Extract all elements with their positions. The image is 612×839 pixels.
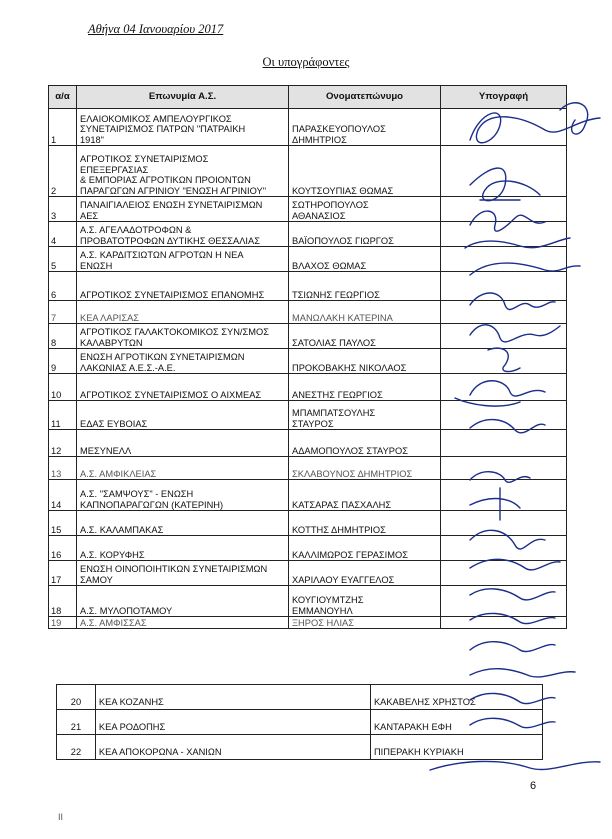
organization-name: ΚΕΑ ΚΟΖΑΝΗΣ xyxy=(95,685,370,710)
signature-cell xyxy=(441,511,567,536)
organization-name: Α.Σ. ΚΑΛΑΜΠΑΚΑΣ xyxy=(77,511,289,536)
column-header-number: α/α xyxy=(49,86,77,109)
signatories-table-continued xyxy=(56,684,543,760)
table-row xyxy=(49,247,567,272)
organization-name: Α.Σ. ΚΟΡΥΦΗΣ xyxy=(77,536,289,561)
table-row xyxy=(57,685,543,710)
signatory-name: ΚΑΝΤΑΡΑΚΗ ΕΦΗ xyxy=(370,710,542,735)
row-number: 13 xyxy=(49,457,77,480)
signatory-name: ΣΚΛΑΒΟΥΝΟΣ ΔΗΜΗΤΡΙΟΣ xyxy=(289,457,441,480)
row-number: 11 xyxy=(49,401,77,430)
signatory-name: ΠΡΟΚΟΒΑΚΗΣ ΝΙΚΟΛΑΟΣ xyxy=(289,349,441,374)
signatory-name: ΚΟΥΓΙΟΥΜΤΖΗΣ ΕΜΜΑΝΟΥΗΛ xyxy=(289,586,441,617)
organization-name: ΑΓΡΟΤΙΚΟΣ ΣΥΝΕΤΑΙΡΙΣΜΟΣ ΕΠΑΝΟΜΗΣ xyxy=(77,272,289,301)
signature-cell xyxy=(441,301,567,324)
row-number: 20 xyxy=(57,685,96,710)
column-header-full-name: Ονοματεπώνυμο xyxy=(289,86,441,109)
document-date: Αθήνα 04 Ιανουαρίου 2017 xyxy=(88,22,224,36)
row-number: 19 xyxy=(49,617,77,629)
signature-cell xyxy=(441,324,567,349)
signature-cell xyxy=(441,146,567,197)
table-row xyxy=(49,536,567,561)
margin-mark: ΙΙ xyxy=(58,812,64,822)
table-row xyxy=(49,480,567,511)
organization-name: ΕΝΩΣΗ ΟΙΝΟΠΟΙΗΤΙΚΩΝ ΣΥΝΕΤΑΙΡΙΣΜΩΝ ΣΑΜΟΥ xyxy=(77,561,289,586)
organization-name: ΑΓΡΟΤΙΚΟΣ ΣΥΝΕΤΑΙΡΙΣΜΟΣ Ο ΑΙΧΜΕΑΣ xyxy=(77,374,289,401)
table-row xyxy=(49,401,567,430)
organization-name: ΕΛΑΙΟΚΟΜΙΚΟΣ ΑΜΠΕΛΟΥΡΓΙΚΟΣ ΣΥΝΕΤΑΙΡΙΣΜΟΣ ΠΑΤΡΩΝ "ΠΑΤΡΑΙΚΗ 1918" xyxy=(77,109,289,146)
signatory-name: ΒΑΪΟΠΟΥΛΟΣ ΓΙΩΡΓΟΣ xyxy=(289,222,441,247)
signatory-name: ΒΛΑΧΟΣ ΘΩΜΑΣ xyxy=(289,247,441,272)
table-row xyxy=(49,457,567,480)
signature-cell xyxy=(441,272,567,301)
signature-cell xyxy=(441,222,567,247)
organization-name: ΠΑΝΑΙΓΙΑΛΕΙΟΣ ΕΝΩΣΗ ΣΥΝΕΤΑΙΡΙΣΜΩΝ ΑΕΣ xyxy=(77,197,289,222)
signature-cell xyxy=(441,586,567,617)
signature-cell xyxy=(441,349,567,374)
signature-19 xyxy=(470,669,575,677)
row-number: 15 xyxy=(49,511,77,536)
signatory-name: ΠΑΡΑΣΚΕΥΟΠΟΥΛΟΣ ΔΗΜΗΤΡΙΟΣ xyxy=(289,109,441,146)
table-row xyxy=(49,349,567,374)
table-row xyxy=(49,430,567,457)
row-number: 5 xyxy=(49,247,77,272)
organization-name: ΑΓΡΟΤΙΚΟΣ ΣΥΝΕΤΑΙΡΙΣΜΟΣ ΕΠΕΞΕΡΓΑΣΙΑΣ & ΕΜΠΟΡΙΑΣ ΑΓΡΟΤΙΚΩΝ ΠΡΟΙΟΝΤΩΝ ΠΑΡΑΓΩΓΩΝ ΑΓΡΙΝΙΟΥ "ΕΝΩΣΗ ΑΓΡΙΝΙΟΥ" xyxy=(77,146,289,197)
row-number: 9 xyxy=(49,349,77,374)
row-number: 17 xyxy=(49,561,77,586)
signatory-name: ΚΑΛΛΙΜΩΡΟΣ ΓΕΡΑΣΙΜΟΣ xyxy=(289,536,441,561)
table-row xyxy=(49,146,567,197)
signature-cell xyxy=(441,536,567,561)
page-number: 6 xyxy=(530,780,537,792)
table-row xyxy=(49,301,567,324)
row-number: 14 xyxy=(49,480,77,511)
organization-name: ΑΓΡΟΤΙΚΟΣ ΓΑΛΑΚΤΟΚΟΜΙΚΟΣ ΣΥΝ/ΣΜΟΣ ΚΑΛΑΒΡΥΤΩΝ xyxy=(77,324,289,349)
signature-cell xyxy=(441,430,567,457)
signatory-name: ΣΩΤΗΡΟΠΟΥΛΟΣ ΑΘΑΝΑΣΙΟΣ xyxy=(289,197,441,222)
signatory-name: ΧΑΡΙΛΑΟΥ ΕΥΑΓΓΕΛΟΣ xyxy=(289,561,441,586)
signatory-name: ΜΠΑΜΠΑΤΣΟΥΛΗΣ ΣΤΑΥΡΟΣ xyxy=(289,401,441,430)
row-number: 7 xyxy=(49,301,77,324)
signature-cell xyxy=(441,480,567,511)
signature-cell xyxy=(441,561,567,586)
table-row xyxy=(49,586,567,617)
table-row xyxy=(49,617,567,629)
signatory-name: ΜΑΝΩΛΑΚΗ ΚΑΤΕΡΙΝΑ xyxy=(289,301,441,324)
table-row xyxy=(49,222,567,247)
row-number: 10 xyxy=(49,374,77,401)
table-row xyxy=(49,324,567,349)
signature-cell xyxy=(441,247,567,272)
column-header-signature: Υπογραφή xyxy=(441,86,567,109)
table-row xyxy=(49,272,567,301)
row-number: 16 xyxy=(49,536,77,561)
signatory-name: ΚΟΥΤΣΟΥΠΙΑΣ ΘΩΜΑΣ xyxy=(289,146,441,197)
signature-cell xyxy=(441,457,567,480)
table-row xyxy=(49,197,567,222)
row-number: 4 xyxy=(49,222,77,247)
signature-22 xyxy=(430,761,600,770)
table-row xyxy=(49,374,567,401)
organization-name: ΕΔΑΣ ΕΥΒΟΙΑΣ xyxy=(77,401,289,430)
signature-cell xyxy=(441,401,567,430)
signatory-name: ΞΗΡΟΣ ΗΛΙΑΣ xyxy=(289,617,441,629)
signature-cell xyxy=(441,617,567,629)
signatories-table xyxy=(48,85,567,629)
table-row xyxy=(57,710,543,735)
organization-name: ΜΕΣΥΝΕΛΛ xyxy=(77,430,289,457)
row-number: 1 xyxy=(49,109,77,146)
row-number: 21 xyxy=(57,710,96,735)
organization-name: ΚΕΑ ΑΠΟΚΟΡΩΝΑ - ΧΑΝΙΩΝ xyxy=(95,735,370,760)
signatory-name: ΣΑΤΟΛΙΑΣ ΠΑΥΛΟΣ xyxy=(289,324,441,349)
table-row xyxy=(57,735,543,760)
signature-cell xyxy=(441,109,567,146)
signatory-name: ΤΣΙΩΝΗΣ ΓΕΩΡΓΙΟΣ xyxy=(289,272,441,301)
signatory-name: ΚΑΤΣΑΡΑΣ ΠΑΣΧΑΛΗΣ xyxy=(289,480,441,511)
signature-cell xyxy=(441,197,567,222)
signatories-heading: Οι υπογράφοντες xyxy=(262,55,350,69)
organization-name: Α.Σ. ΜΥΛΟΠΟΤΑΜΟΥ xyxy=(77,586,289,617)
row-number: 8 xyxy=(49,324,77,349)
organization-name: ΚΕΑ ΛΑΡΙΣΑΣ xyxy=(77,301,289,324)
row-number: 12 xyxy=(49,430,77,457)
signature-cell xyxy=(441,374,567,401)
organization-name: Α.Σ. ΑΜΦΙΚΛΕΙΑΣ xyxy=(77,457,289,480)
signatory-name: ΑΝΕΣΤΗΣ ΓΕΩΡΓΙΟΣ xyxy=(289,374,441,401)
row-number: 18 xyxy=(49,586,77,617)
organization-name: Α.Σ. "ΣΑΜΨΟΥΣ" - ΕΝΩΣΗ ΚΑΠΝΟΠΑΡΑΓΩΓΩΝ (ΚΑΤΕΡΙΝΗ) xyxy=(77,480,289,511)
signatory-name: ΠΙΠΕΡΑΚΗ ΚΥΡΙΑΚΗ xyxy=(370,735,542,760)
table-row xyxy=(49,109,567,146)
signatory-name: ΚΟΤΤΗΣ ΔΗΜΗΤΡΙΟΣ xyxy=(289,511,441,536)
table-row xyxy=(49,561,567,586)
table-header-row xyxy=(49,86,567,109)
signature-18 xyxy=(470,642,555,652)
organization-name: Α.Σ. ΑΜΦΙΣΣΑΣ xyxy=(77,617,289,629)
row-number: 2 xyxy=(49,146,77,197)
row-number: 22 xyxy=(57,735,96,760)
organization-name: Α.Σ. ΑΓΕΛΑΔΟΤΡΟΦΩΝ & ΠΡΟΒΑΤΟΤΡΟΦΩΝ ΔΥΤΙΚΗΣ ΘΕΣΣΑΛΙΑΣ xyxy=(77,222,289,247)
signatory-name: ΚΑΚΑΒΕΛΗΣ ΧΡΗΣΤΟΣ xyxy=(370,685,542,710)
row-number: 3 xyxy=(49,197,77,222)
row-number: 6 xyxy=(49,272,77,301)
organization-name: ΕΝΩΣΗ ΑΓΡΟΤΙΚΩΝ ΣΥΝΕΤΑΙΡΙΣΜΩΝ ΛΑΚΩΝΙΑΣ Α.Ε.Σ.-Α.Ε. xyxy=(77,349,289,374)
table-row xyxy=(49,511,567,536)
signatory-name: ΑΔΑΜΟΠΟΥΛΟΣ ΣΤΑΥΡΟΣ xyxy=(289,430,441,457)
column-header-organization: Επωνυμία Α.Σ. xyxy=(77,86,289,109)
organization-name: ΚΕΑ ΡΟΔΟΠΗΣ xyxy=(95,710,370,735)
organization-name: Α.Σ. ΚΑΡΔΙΤΣΙΩΤΩΝ ΑΓΡΟΤΩΝ Η ΝΕΑ ΕΝΩΣΗ xyxy=(77,247,289,272)
